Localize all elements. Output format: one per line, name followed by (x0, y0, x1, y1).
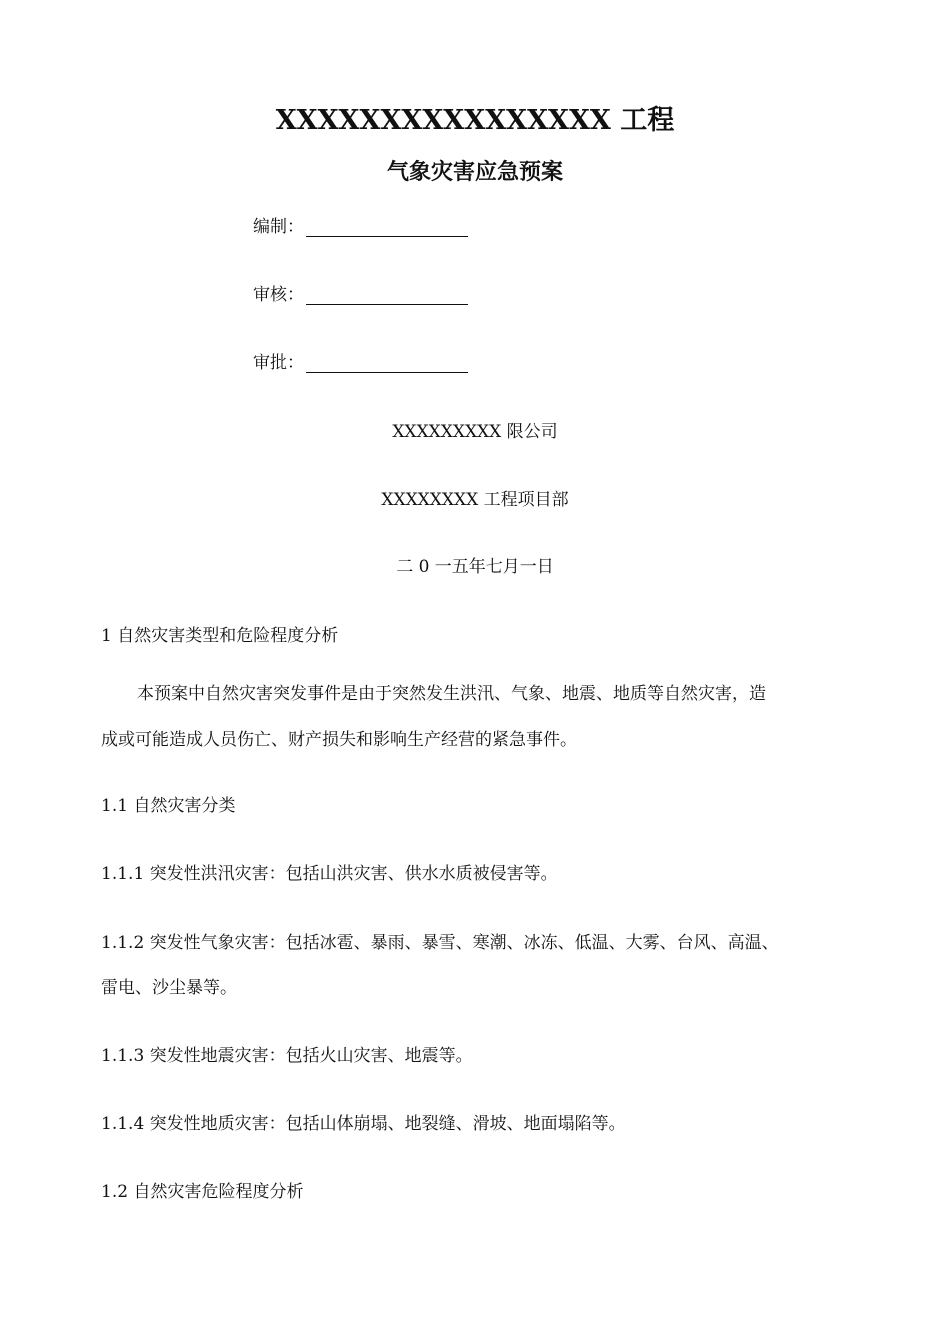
approve-signature-line (306, 352, 468, 373)
compile-label: 编制： (253, 217, 304, 237)
document-date: 二 0 一五年七月一日 (396, 557, 554, 577)
section-1-1-2-line-1: 1.1.2 突发性气象灾害：包括冰雹、暴雨、暴雪、寒潮、冰冻、低温、大雾、台风、高温、 (101, 933, 779, 953)
section-1-2-heading: 1.2 自然灾害危险程度分析 (101, 1182, 304, 1202)
section-1-heading: 1 自然灾害类型和危险程度分析 (101, 626, 339, 646)
section-1-1-2-line-2: 雷电、沙尘暴等。 (101, 978, 237, 998)
review-signature-line (306, 284, 468, 305)
company-name: XXXXXXXXX 限公司 (392, 422, 558, 442)
compile-signature-line (306, 216, 468, 237)
section-1-paragraph-line-1: 本预案中自然灾害突发事件是由于突然发生洪汛、气象、地震、地质等自然灾害，造 (137, 684, 766, 704)
section-1-1-4: 1.1.4 突发性地质灾害：包括山体崩塌、地裂缝、滑坡、地面塌陷等。 (101, 1114, 626, 1134)
signature-row-approve (253, 348, 468, 373)
signature-row-compile (253, 212, 468, 237)
section-1-1-heading: 1.1 自然灾害分类 (101, 796, 236, 816)
review-label: 审核： (253, 285, 304, 305)
document-title: XXXXXXXXXXXXXXXX 工程 (275, 105, 675, 136)
section-1-1-1: 1.1.1 突发性洪汛灾害：包括山洪灾害、供水水质被侵害等。 (101, 864, 558, 884)
document-subtitle: 气象灾害应急预案 (386, 159, 563, 185)
signature-row-review (253, 280, 468, 305)
section-1-1-3: 1.1.3 突发性地震灾害：包括火山灾害、地震等。 (101, 1046, 473, 1066)
approve-label: 审批： (253, 353, 304, 373)
section-1-paragraph-line-2: 成或可能造成人员伤亡、财产损失和影响生产经营的紧急事件。 (101, 730, 577, 750)
project-department: XXXXXXXX 工程项目部 (381, 490, 569, 510)
